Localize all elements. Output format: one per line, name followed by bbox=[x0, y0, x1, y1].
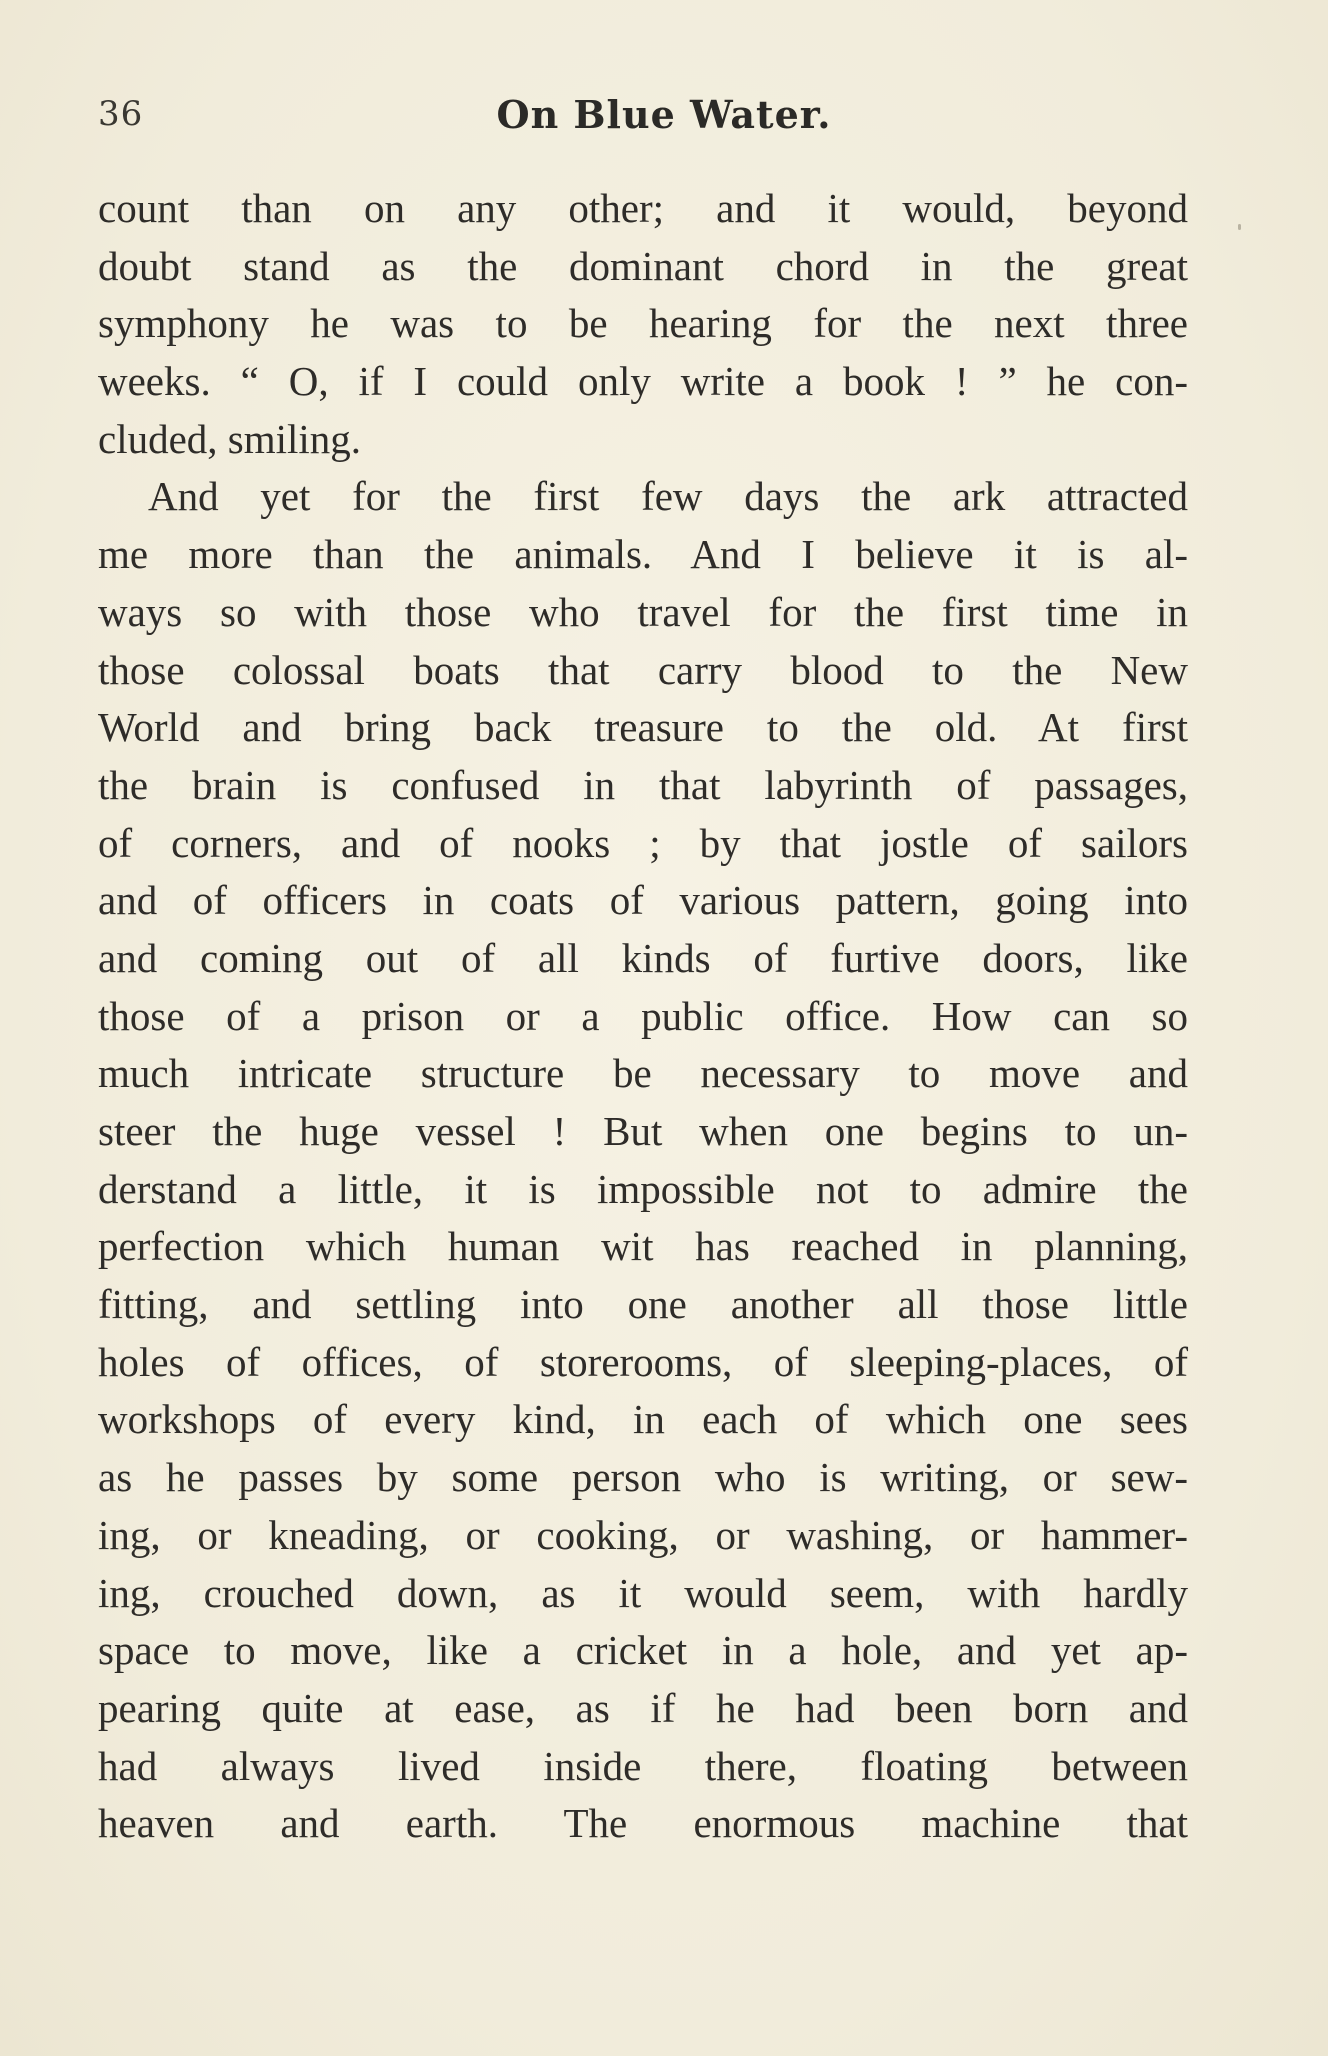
text-line: count than on any other; and it would, beyond bbox=[98, 185, 1188, 231]
body-text bbox=[98, 180, 1188, 1853]
text-line: ing, or kneading, or cooking, or washing, or hammer- bbox=[98, 1511, 1188, 1558]
text-line: those colossal boats that carry blood to the New bbox=[98, 646, 1188, 693]
text-line: holes of offices, of storerooms, of sleeping-places, of bbox=[98, 1338, 1188, 1385]
text-line: World and bring back treasure to the old. At first bbox=[98, 704, 1188, 751]
text-line: symphony he was to be hearing for the next three bbox=[98, 300, 1188, 347]
text-line: and coming out of all kinds of furtive doors, like bbox=[98, 934, 1188, 981]
page-number: 36 bbox=[98, 94, 144, 134]
text-line: of corners, and of nooks ; by that jostle of sailors bbox=[98, 819, 1188, 866]
text-line: much intricate structure be necessary to move and bbox=[98, 1050, 1188, 1097]
text-line: pearing quite at ease, as if he had been born and bbox=[98, 1684, 1188, 1731]
text-line: derstand a little, it is impossible not to admire the bbox=[98, 1165, 1188, 1212]
text-line: space to move, like a cricket in a hole, and yet ap- bbox=[98, 1627, 1188, 1674]
text-line: cluded, smiling. bbox=[98, 415, 362, 462]
text-line: and of officers in coats of various pattern, going into bbox=[98, 877, 1188, 924]
text-line: perfection which human wit has reached in planning, bbox=[98, 1223, 1188, 1270]
text-line: heaven and earth. The enormous machine that bbox=[98, 1800, 1188, 1847]
text-line: doubt stand as the dominant chord in the great bbox=[98, 242, 1188, 289]
text-line: weeks. “ O, if I could only write a book ! ” he con- bbox=[98, 358, 1188, 405]
text-line: those of a prison or a public office. How can so bbox=[98, 992, 1188, 1039]
text-line: fitting, and settling into one another all those little bbox=[98, 1281, 1188, 1328]
text-line: workshops of every kind, in each of which one sees bbox=[98, 1396, 1188, 1443]
text-line: ing, crouched down, as it would seem, with hardly bbox=[98, 1569, 1188, 1616]
paper-speck bbox=[1238, 224, 1241, 230]
text-line: the brain is confused in that labyrinth of passages, bbox=[98, 761, 1188, 808]
text-line: steer the huge vessel ! But when one begins to un- bbox=[98, 1108, 1188, 1154]
text-line: And yet for the first few days the ark attracted bbox=[148, 473, 1188, 520]
text-line: me more than the animals. And I believe it is al- bbox=[98, 531, 1188, 578]
text-line: ways so with those who travel for the first time in bbox=[98, 588, 1188, 635]
text-line: as he passes by some person who is writing, or sew- bbox=[98, 1454, 1188, 1501]
text-line: had always lived inside there, floating between bbox=[98, 1742, 1188, 1789]
running-title: On Blue Water. bbox=[496, 92, 832, 137]
